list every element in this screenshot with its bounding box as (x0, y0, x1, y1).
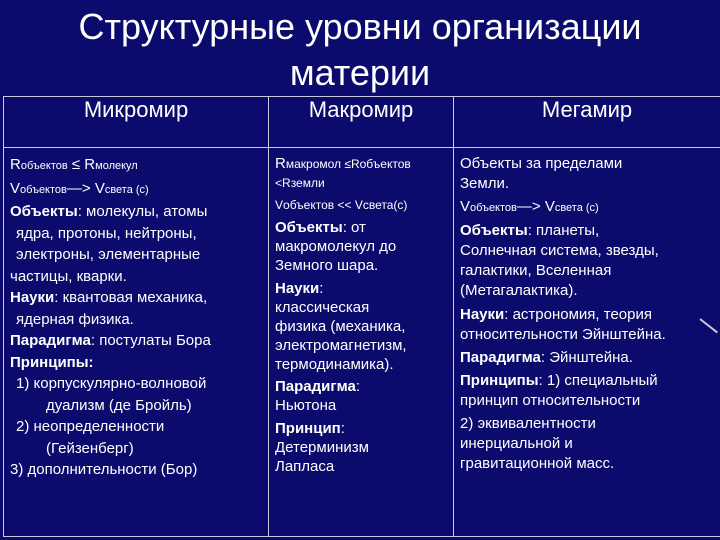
title-line-1: Структурные уровни организации (78, 6, 642, 47)
micro-paradigm: Парадигма: постулаты Бора (10, 332, 211, 349)
macro-paradigm: Парадигма: (275, 378, 361, 395)
macro-principle-line2: Детерминизм (275, 439, 369, 456)
levels-table (3, 96, 720, 537)
mega-principle-1-line2: принцип относительности (460, 392, 641, 409)
mega-cell (454, 148, 720, 537)
title-line-2: материи (289, 52, 431, 93)
header-macro: Макромир (269, 97, 454, 148)
micro-science: Науки: квантовая механика, (10, 289, 208, 306)
micro-principle-2-line2: (Гейзенберг) (46, 439, 134, 457)
header-micro: Микромир (4, 97, 269, 148)
macro-objects-line2: макромолекул до (275, 238, 397, 255)
micro-principles: Принципы: (10, 353, 94, 371)
mega-objects: Объекты: планеты, (460, 222, 600, 239)
macro-science: Науки: (275, 280, 324, 297)
mega-line1: Объекты за пределами (460, 155, 623, 172)
micro-principle-1: 1) корпускулярно-волновой (16, 375, 207, 392)
micro-principle-2: 2) неопределенности (16, 418, 165, 435)
mega-v-relation: Vобъектов—> Vсвета (с) (460, 198, 599, 215)
mega-science: Науки: астрономия, теория (460, 306, 652, 323)
macro-objects: Объекты: от (275, 219, 366, 236)
mega-science-line2: относительности Эйнштейна. (460, 326, 666, 343)
header-mega: Мегамир (454, 97, 720, 148)
mega-objects-line4: (Метагалактика). (460, 282, 578, 299)
mega-objects-line3: галактики, Вселенная (460, 262, 612, 279)
macro-cell (269, 148, 454, 537)
header-row (4, 97, 720, 148)
micro-objects-line2: ядра, протоны, нейтроны, (16, 224, 197, 242)
macro-v-relation: Vобъектов << Vсвета(с) (275, 198, 408, 212)
mega-principles: Принципы: 1) специальный (460, 372, 658, 389)
macro-r-relation-line2: <Rземли (275, 176, 325, 190)
macro-science-line3: физика (механика, (275, 318, 406, 335)
macro-r-relation: Rмакромол ≤Rобъектов (275, 155, 411, 172)
macro-science-line2: классическая (275, 299, 370, 316)
micro-objects-line4: частицы, кварки. (10, 267, 127, 285)
micro-objects: Объекты: молекулы, атомы (10, 203, 208, 220)
mega-principle-2-line3: гравитационной масс. (460, 455, 615, 472)
macro-science-line4: электромагнетизм, (275, 337, 407, 354)
micro-cell (4, 148, 269, 537)
macro-principle: Принцип: (275, 420, 345, 437)
micro-r-relation: Rобъектов ≤ Rмолекул (10, 156, 138, 173)
mega-principle-2: 2) эквивалентности (460, 415, 596, 432)
slide-title (0, 4, 720, 96)
micro-principle-3: 3) дополнительности (Бор) (10, 461, 198, 478)
micro-v-relation: Vобъектов—> Vсвета (с) (10, 179, 149, 197)
mega-objects-line2: Солнечная система, звезды, (460, 242, 659, 259)
macro-paradigm-line2: Ньютона (275, 397, 337, 414)
mega-line2: Земли. (460, 175, 510, 192)
macro-principle-line3: Лапласа (275, 458, 335, 475)
micro-principle-1-line2: дуализм (де Бройль) (46, 396, 192, 414)
macro-science-line5: термодинамика). (275, 356, 394, 373)
macro-objects-line3: Земного шара. (275, 257, 379, 274)
micro-science-line2: ядерная физика. (16, 310, 134, 328)
content-row (4, 148, 720, 537)
mega-principle-2-line2: инерциальной и (460, 435, 573, 452)
mega-paradigm: Парадигма: Эйнштейна. (460, 349, 633, 366)
micro-objects-line3: электроны, элементарные (16, 246, 201, 263)
